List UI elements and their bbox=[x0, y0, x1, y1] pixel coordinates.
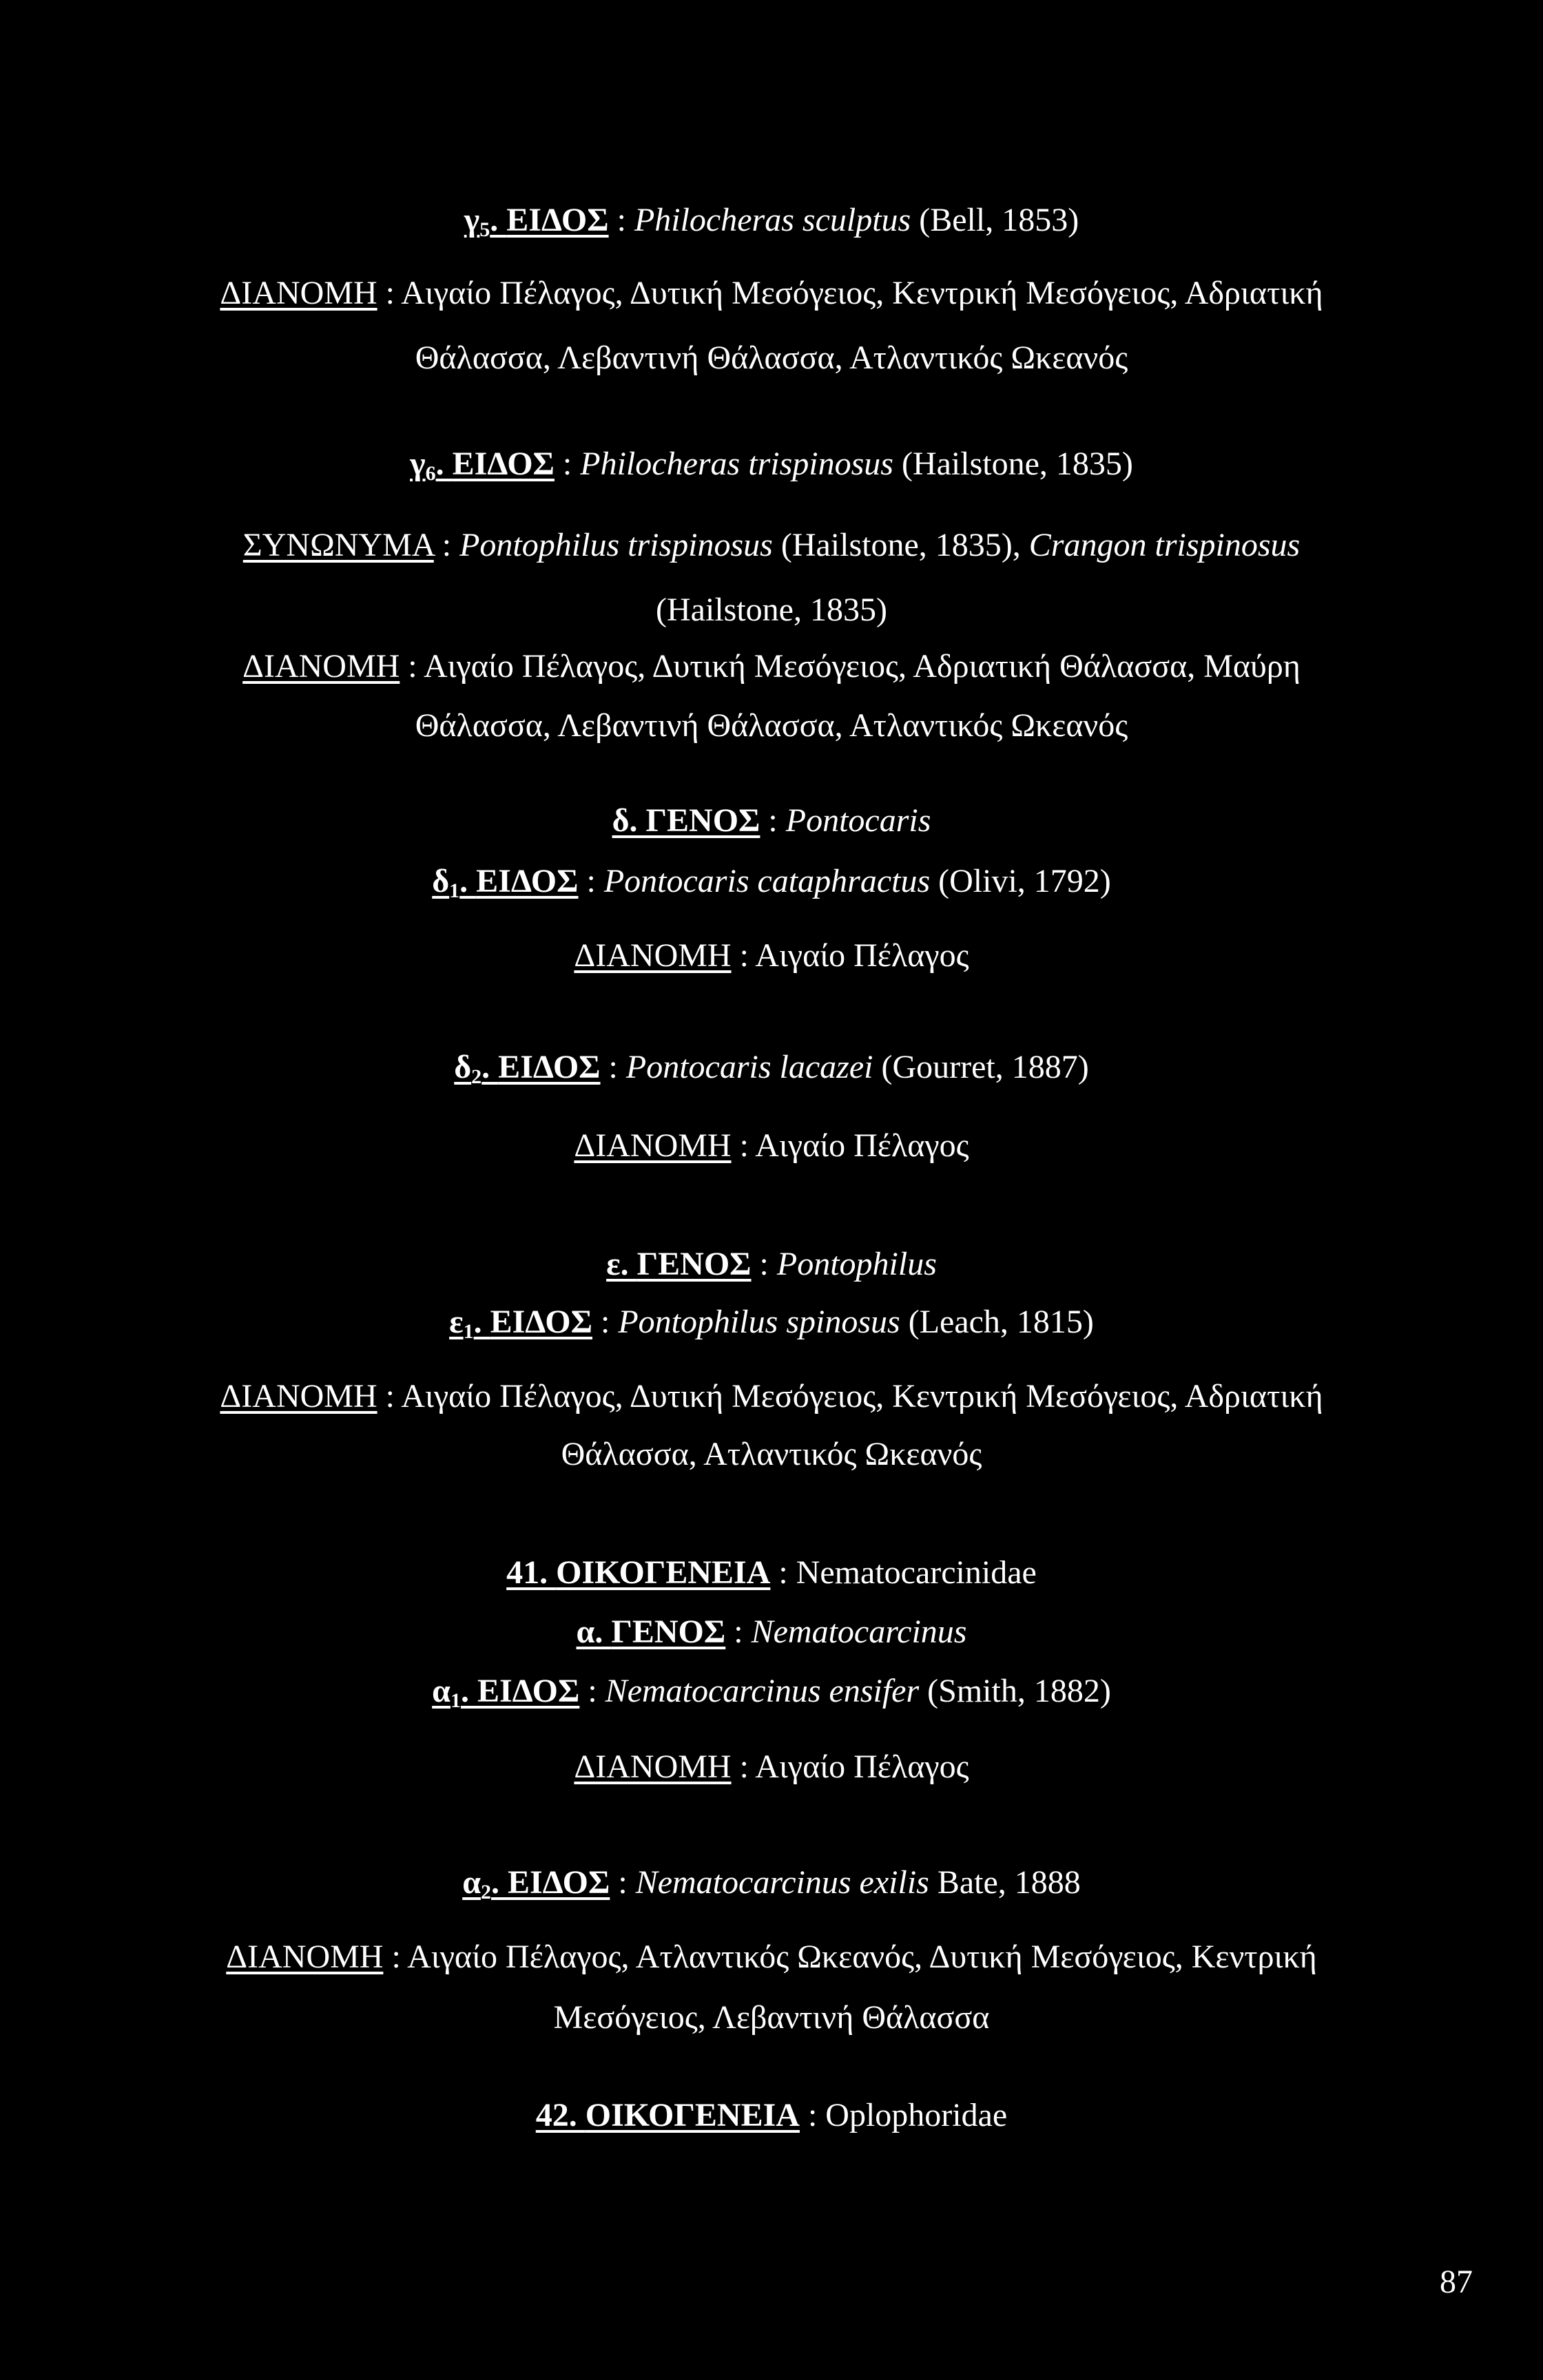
species-index: $\gamma_5$. ΕΙΔΟΣ bbox=[464, 202, 609, 241]
family-heading-42: 42. ΟΙΚΟΓΕΝΕΙΑ : Oplophoridae bbox=[535, 2097, 1008, 2133]
distribution-line: ΔΙΑΝΟΜΗ : Αιγαίο Πέλαγος bbox=[574, 1127, 969, 1164]
distribution-line: ΔΙΑΝΟΜΗ : Αιγαίο Πέλαγος bbox=[574, 1749, 969, 1785]
distribution-line-continued: Μεσόγειος, Λεβαντινή Θάλασσα bbox=[553, 1999, 990, 2036]
distribution-line: ΔΙΑΝΟΜΗ : Αιγαίο Πέλαγος bbox=[574, 937, 969, 974]
genus-heading-d: δ. ΓΕΝΟΣ : Pontocaris bbox=[612, 802, 931, 839]
synonyms-line-continued: (Hailstone, 1835) bbox=[656, 592, 887, 628]
distribution-line: ΔΙΑΝΟΜΗ : Αιγαίο Πέλαγος, Ατλαντικός Ωκεανός, Δυτική Μεσόγειος, Κεντρική bbox=[226, 1939, 1317, 1975]
distribution-line-continued: Θάλασσα, Λεβαντινή Θάλασσα, Ατλαντικός Ωκεανός bbox=[415, 340, 1128, 376]
species-heading-d2: $\delta_2$. ΕΙΔΟΣ : Pontocaris lacazei (Gourret, 1887) bbox=[454, 1049, 1089, 1088]
species-heading-e1: $\varepsilon_1$. ΕΙΔΟΣ : Pontophilus spinosus (Leach, 1815) bbox=[449, 1304, 1094, 1343]
genus-heading-a: α. ΓΕΝΟΣ : Nematocarcinus bbox=[576, 1614, 967, 1650]
species-heading-a2: $\alpha_2$. ΕΙΔΟΣ : Nematocarcinus exilis Bate, 1888 bbox=[462, 1864, 1081, 1903]
species-heading-g6: $\gamma_6$. ΕΙΔΟΣ : Philocheras trispinosus (Hailstone, 1835) bbox=[410, 446, 1133, 485]
distribution-line: ΔΙΑΝΟΜΗ : Αιγαίο Πέλαγος, Δυτική Μεσόγειος, Κεντρική Μεσόγειος, Αδριατική bbox=[220, 1378, 1323, 1415]
species-heading-a1: $\alpha_1$. ΕΙΔΟΣ : Nematocarcinus ensifer (Smith, 1882) bbox=[432, 1673, 1111, 1712]
genus-heading-e: ε. ΓΕΝΟΣ : Pontophilus bbox=[606, 1246, 937, 1282]
family-heading-41: 41. ΟΙΚΟΓΕΝΕΙΑ : Nematocarcinidae bbox=[506, 1554, 1037, 1591]
species-author: (Bell, 1853) bbox=[911, 202, 1079, 238]
synonyms-line: ΣΥΝΩΝΥΜΑ : Pontophilus trispinosus (Hailstone, 1835), Crangon trispinosus bbox=[242, 527, 1301, 563]
distribution-line-continued: Θάλασσα, Ατλαντικός Ωκεανός bbox=[561, 1436, 982, 1472]
species-heading-d1: $\delta_1$. ΕΙΔΟΣ : Pontocaris cataphractus (Olivi, 1792) bbox=[432, 863, 1111, 902]
distribution-line-continued: Θάλασσα, Λεβαντινή Θάλασσα, Ατλαντικός Ωκεανός bbox=[415, 707, 1128, 744]
page-number: 87 bbox=[1440, 2264, 1473, 2300]
distribution-line: ΔΙΑΝΟΜΗ : Αιγαίο Πέλαγος, Δυτική Μεσόγειος, Αδριατική Θάλασσα, Μαύρη bbox=[242, 648, 1301, 685]
species-heading-g5: $\gamma_5$. ΕΙΔΟΣ : Philocheras sculptus (Bell, 1853) bbox=[464, 202, 1079, 241]
species-name: Philocheras sculptus bbox=[634, 202, 911, 238]
distribution-line: ΔΙΑΝΟΜΗ : Αιγαίο Πέλαγος, Δυτική Μεσόγειος, Κεντρική Μεσόγειος, Αδριατική bbox=[220, 275, 1323, 311]
